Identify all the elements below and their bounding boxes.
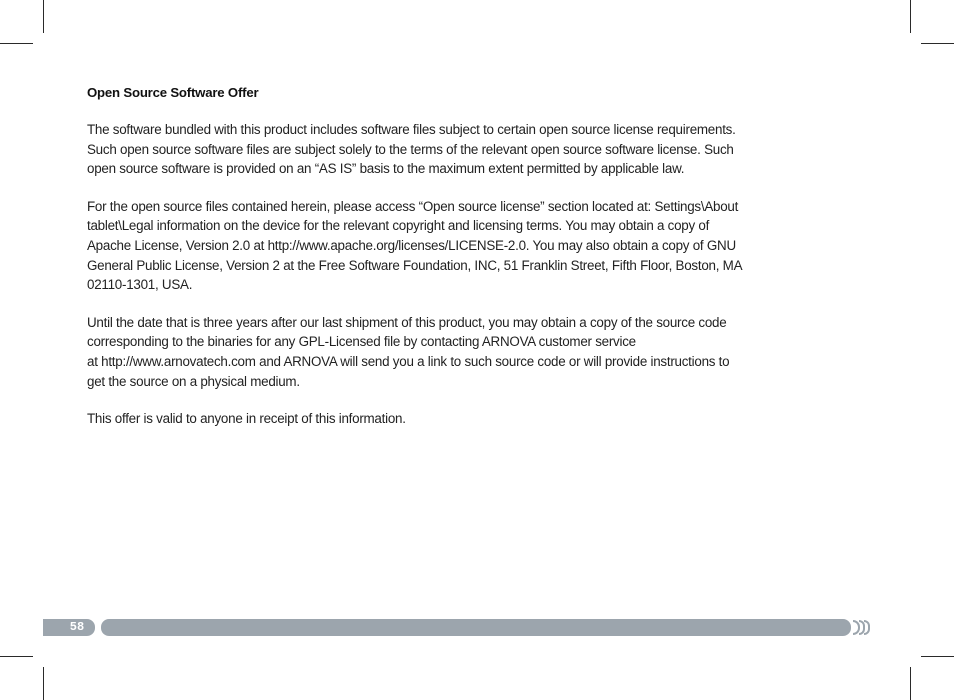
crop-mark xyxy=(921,43,954,44)
crop-mark xyxy=(910,667,911,700)
crop-mark xyxy=(0,43,33,44)
page-footer xyxy=(43,619,873,636)
crop-mark xyxy=(43,667,44,700)
crop-mark xyxy=(921,656,954,657)
paragraph-source-code-offer: Until the date that is three years after our last shipment of this product, you may obtain a copy of the source code corresponding to the binaries for any GPL-Licensed file by contacting ARNOVA customer service at http://www.arnovatech.com and ARNOVA will send you a link to such source code or will provide instructions to get the source on a physical medium. xyxy=(87,314,730,389)
crop-mark xyxy=(0,656,33,657)
crop-mark xyxy=(43,0,44,33)
footer-bar xyxy=(101,619,851,636)
page-title: Open Source Software Offer xyxy=(87,85,259,100)
crop-mark xyxy=(910,0,911,33)
page-number: 58 xyxy=(69,620,85,634)
document-body xyxy=(87,84,847,447)
paragraph-license-access: For the open source files contained herein, please access “Open source license” section located at: Settings\About tablet\Legal information on the device for the relevant copyright and licensing terms. You may obtain a copy of Apache License, Version 2.0 at http://www.apache.org/licenses/LICENSE-2.0. You may also obtain a copy of GNU General Public License, Version 2 at the Free Software Foundation, INC, 51 Franklin Street, Fifth Floor, Boston, MA 02110-1301, USA. xyxy=(87,198,743,293)
paragraph-license-intro: The software bundled with this product includes software files subject to certain open source license requirements. Such open source software files are subject solely to the terms of the relevant open source software license. Such open source software is provided on an “AS IS” basis to the maximum extent permitted by applicable law. xyxy=(87,122,736,177)
page-number-tab xyxy=(43,619,95,636)
paragraph-validity: This offer is valid to anyone in receipt of this information. xyxy=(87,411,406,427)
footer-bar-cap xyxy=(864,620,870,635)
